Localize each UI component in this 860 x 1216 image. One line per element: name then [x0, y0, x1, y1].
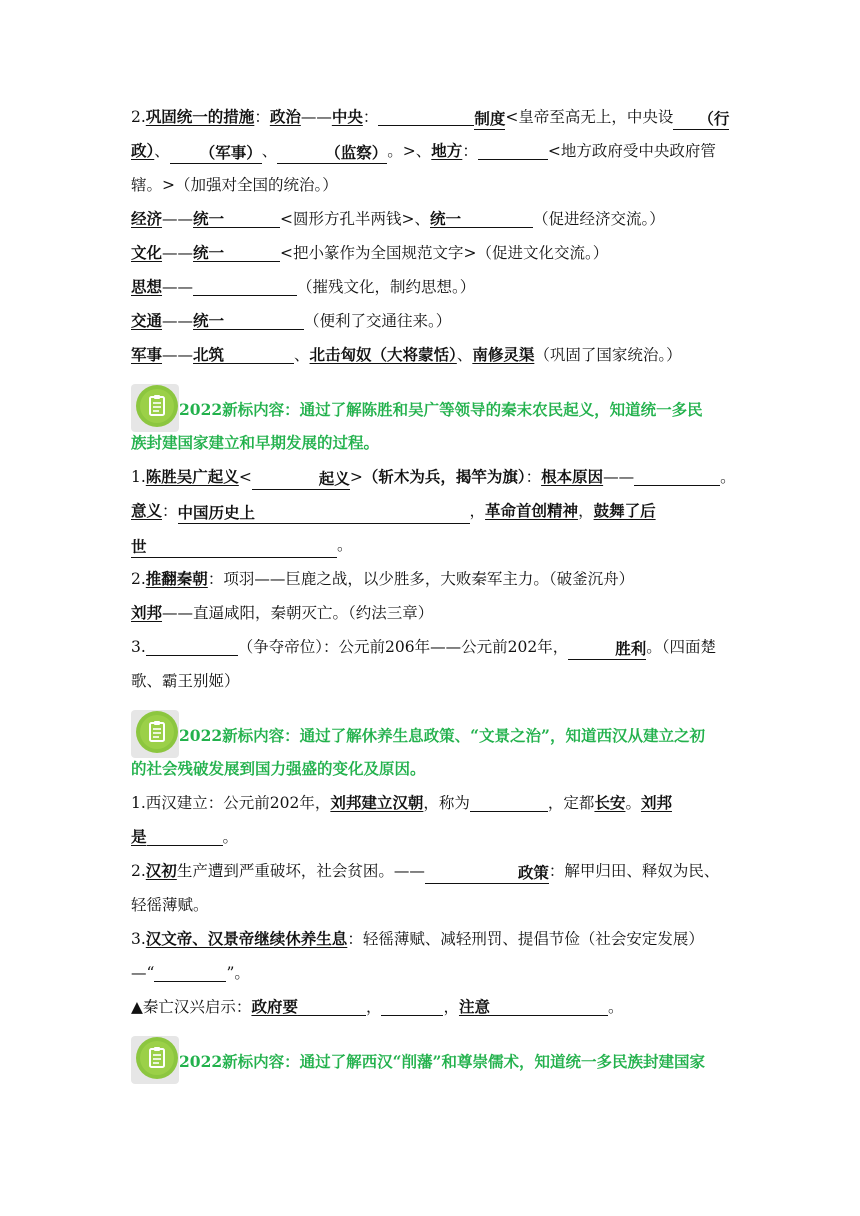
curriculum-standard-1: 2022新标内容：通过了解陈胜和吴广等领导的秦末农民起义，知道统一多民 [131, 390, 731, 426]
document-page: 2.巩固统一的措施：政治——中央： 制度<皇帝至高无上，中央设 （行 政）、 （军事）、 （监察）。>、地方： <地方政府受中央政府管 辖。>（加强对全国的统治。） 经济——统一 <圆形方孔半两钱>、统一 （促进经济交流。） 文化——统一 <把小篆作为全国规范文字>（促进文化交流。） 思想—— （摧残文化，制约思想。） 交通——统一 （便利了交通往来。） 军事——北筑 、北击匈奴（大将蒙恬）、南修灵渠（巩固了国家统治。） 2022新标内容：通过了解陈胜和吴广等领导的秦末农民起义，知道统一多民 族封建国家建立和早期发展的过程。 1.陈胜吴广起义< 起义>（斩木为兵，揭竿为旗）：根本原因—— 。 意义：中国历史上 ，革命首创精神，鼓舞了后 世 。 2.推翻秦朝：项羽——巨鹿之战，以少胜多，大败秦军主力。（破釜沉舟） 刘邦——直逼咸阳，秦朝灭亡。（约法三章） 3. （争夺帝位）：公元前206年——公元前202年， 胜利。（四面楚 歌、霸王别姬） 2022新标内容：通过了解休养生息政策、“文景之治”，知道西汉从建立之初 的社会残破发展到国力强盛的变化及原因。 1.西汉建立：公元前202年，刘邦建立汉朝，称为 ，定都长安。刘邦 是 。 2.汉初生产遭到严重破坏，社会贫困。—— 政策：解甲归田、释奴为民、 轻徭薄赋。 3.汉文帝、汉景帝继续休养生息：轻徭薄赋、减轻刑罚、提倡节俭（社会安定发展） —“ ”。 ▲秦亡汉兴启示：政府要 ， ，注意 。 2022新标内容：通过了解西汉“削藩”和尊崇儒术，知道统一多民族封建国家 [131, 100, 731, 1078]
s1-line8: 军事——北筑 、北击匈奴（大将蒙恬）、南修灵渠（巩固了国家统治。） [131, 345, 682, 364]
blank [470, 793, 548, 812]
s2-line6: 3. （争夺帝位）：公元前206年——公元前202年， 胜利。（四面楚 [131, 638, 716, 658]
s2-line5: 刘邦——直逼咸阳，秦朝灭亡。（约法三章） [131, 603, 434, 622]
blank [478, 141, 548, 160]
s3-line6: —“ ”。 [131, 964, 250, 982]
clipboard-icon [131, 710, 179, 758]
blank [224, 311, 304, 330]
s3-line2: 是 。 [131, 827, 239, 846]
s3-line4: 轻徭薄赋。 [131, 896, 209, 914]
blank [224, 345, 294, 364]
s1-line7: 交通——统一 （便利了交通往来。） [131, 311, 452, 330]
s2-line4: 2.推翻秦朝：项羽——巨鹿之战，以少胜多，大败秦军主力。（破釜沉舟） [131, 569, 635, 588]
s1-line3: 辖。>（加强对全国的统治。） [131, 176, 338, 194]
blank [381, 997, 443, 1016]
blank [634, 467, 720, 486]
s3-line1: 1.西汉建立：公元前202年，刘邦建立汉朝，称为 ，定都长安。刘邦 [131, 793, 672, 812]
blank [490, 997, 608, 1016]
blank [461, 209, 533, 228]
blank [224, 209, 280, 228]
blank [298, 997, 366, 1016]
blank [146, 637, 238, 656]
s2-line1: 1.陈胜吴广起义< 起义>（斩木为兵，揭竿为旗）：根本原因—— 。 [131, 467, 736, 488]
s1-line6: 思想—— （摧残文化，制约思想。） [131, 277, 476, 296]
blank [224, 243, 280, 262]
blank [193, 277, 297, 296]
s1-line4: 经济——统一 <圆形方孔半两钱>、统一 （促进经济交流。） [131, 209, 665, 228]
s2-line7: 歌、霸王别姬） [131, 672, 240, 690]
s1-line2: 政）、 （军事）、 （监察）。>、地方： <地方政府受中央政府管 [131, 141, 716, 162]
blank [154, 963, 226, 982]
s1-line5: 文化——统一 <把小篆作为全国规范文字>（促进文化交流。） [131, 243, 609, 262]
curriculum-standard-3: 2022新标内容：通过了解西汉“削藩”和尊崇儒术，知道统一多民族封建国家 [131, 1042, 731, 1078]
s3-line3: 2.汉初生产遭到严重破坏，社会贫困。—— 政策：解甲归田、释奴为民、 [131, 861, 720, 882]
s3-line5: 3.汉文帝、汉景帝继续休养生息：轻徭薄赋、减轻刑罚、提倡节俭（社会安定发展） [131, 929, 704, 948]
s3-line7: ▲秦亡汉兴启示：政府要 ， ，注意 。 [131, 997, 624, 1016]
blank [378, 107, 474, 126]
curriculum-standard-2: 2022新标内容：通过了解休养生息政策、“文景之治”，知道西汉从建立之初 [131, 716, 731, 752]
blank [147, 827, 223, 846]
clipboard-icon [131, 384, 179, 432]
clipboard-icon [131, 1036, 179, 1084]
s1-line1: 2.巩固统一的措施：政治——中央： 制度<皇帝至高无上，中央设 （行 [131, 107, 730, 128]
s2-line3: 世 。 [131, 536, 353, 556]
s2-line2: 意义：中国历史上 ，革命首创精神，鼓舞了后 [131, 501, 656, 522]
